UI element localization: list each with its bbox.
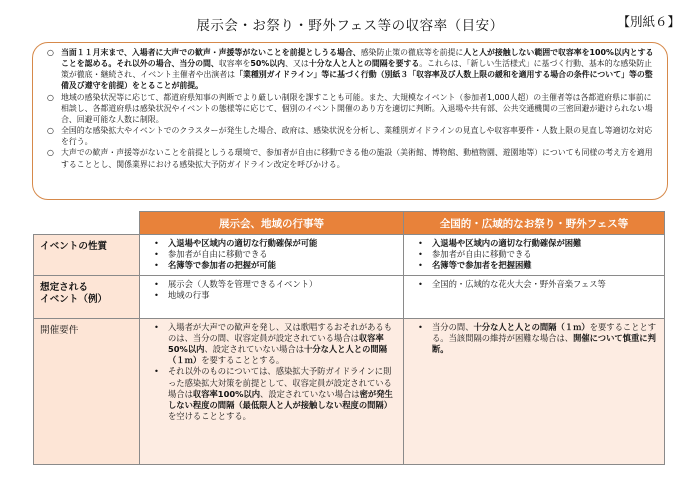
list-item bbox=[148, 260, 397, 271]
row-label-nature bbox=[34, 235, 140, 276]
list-item-text: 展示会（人数等を管理できるイベント） bbox=[168, 278, 318, 289]
note-item bbox=[47, 47, 657, 92]
emphasis-text: 「業種別ガイドライン」等に基づく行動（別紙３「収容率及び人数上限の緩和を適用する場合の条件について」等の整備及び遵守を前提）をとることが前提。 bbox=[61, 70, 653, 91]
list-item-text: 全国的・広域的な花火大会・野外音楽フェス等 bbox=[432, 278, 606, 289]
bullet-icon: • bbox=[154, 289, 159, 300]
emphasis-text: 50%以内 bbox=[250, 59, 286, 69]
nature-col2 bbox=[404, 235, 665, 276]
row-label-text: イベント（例） bbox=[40, 293, 108, 305]
note-text bbox=[61, 147, 657, 169]
emphasis-text: 開催について慎重に判断。 bbox=[432, 332, 656, 355]
bullet-icon: • bbox=[418, 238, 423, 248]
header-blank-cell bbox=[34, 212, 140, 235]
bullet-icon: • bbox=[418, 278, 423, 289]
emphasis-text: 十分な人と人との間隔を要する bbox=[308, 59, 420, 69]
text-part: 入場者が大声での歓声を発し、又は歌唱するおそれがあるものは、当分の間、収容定員が設定されている場合は bbox=[168, 321, 393, 343]
bullet-icon: • bbox=[154, 249, 159, 260]
bullet-list bbox=[412, 238, 658, 272]
note-text-part: 。これらは、「新しい生活様式」に基づく行動、基本的な感染防止策が徹底・継続され、イベント主催者や出演者は bbox=[61, 59, 653, 80]
list-item bbox=[148, 279, 397, 290]
emphasis-text: 収容率100%以内 bbox=[192, 388, 261, 399]
requirements-col2 bbox=[404, 318, 665, 464]
list-item-text: 参加者が自由に移動できる bbox=[168, 249, 268, 260]
text-part: 、設定されていない場合は bbox=[260, 388, 360, 399]
emphasis-text: 収容率50%以内 bbox=[168, 332, 384, 355]
note-text-part: 感染防止策の徹底等を前提に bbox=[360, 48, 464, 57]
text-part: を要することとする。当該間隔の維持が困難な場合は、 bbox=[432, 321, 657, 343]
list-item bbox=[412, 279, 658, 290]
row-label-text: 想定される bbox=[40, 281, 88, 293]
examples-col2 bbox=[404, 275, 665, 318]
emphasis-text: 密が発生しない程度の間隔（最低限人と人が接触しない程度の間隔） bbox=[168, 388, 393, 411]
nature-col1 bbox=[140, 235, 404, 276]
bullet-icon: • bbox=[154, 321, 159, 332]
bullet-list bbox=[148, 322, 397, 423]
circle-bullet-icon: ○ bbox=[47, 126, 54, 136]
notes-box bbox=[32, 42, 668, 200]
table-header-row bbox=[34, 212, 665, 235]
examples-col1 bbox=[140, 275, 404, 318]
emphasis-text: 人と人が接触しない範囲で収容率を100%以内とすることを認める。それ以外の場合、当分の間、 bbox=[61, 48, 654, 69]
page-title: 展示会・お祭り・野外フェス等の収容率（目安） bbox=[196, 18, 504, 34]
appendix-tag: 【別紙６】 bbox=[617, 14, 680, 29]
bullet-icon: • bbox=[154, 366, 159, 377]
bullet-list bbox=[148, 279, 397, 301]
bullet-icon: • bbox=[418, 249, 423, 260]
text-part: それ以外のものについては、感染拡大予防ガイドラインに則った感染拡大対策を前提として、収容定員が設定されている場合は bbox=[168, 366, 392, 399]
row-label-examples bbox=[34, 275, 140, 318]
note-item bbox=[47, 125, 657, 147]
note-text-part: 収容率を bbox=[218, 59, 251, 69]
row-label-requirements bbox=[34, 318, 140, 464]
list-item-text: 名簿等で参加者の把握が可能 bbox=[168, 260, 276, 271]
text-part: 、設定されていない場合は bbox=[204, 344, 305, 355]
circle-bullet-icon: ○ bbox=[47, 48, 54, 57]
requirements-col1 bbox=[140, 318, 404, 464]
list-item-text: 入退場や区域内の適切な行動確保が困難 bbox=[432, 238, 582, 248]
list-item-text: 地域の行事 bbox=[168, 289, 210, 300]
note-text bbox=[61, 47, 657, 92]
list-item bbox=[148, 238, 397, 249]
note-item bbox=[47, 147, 657, 169]
emphasis-text: 十分な人と人との間隔（１ｍ） bbox=[473, 321, 590, 332]
list-item-text: 名簿等で参加者を把握困難 bbox=[432, 260, 532, 271]
table-row-requirements bbox=[34, 318, 665, 464]
circle-bullet-icon: ○ bbox=[47, 92, 54, 102]
conditions-table bbox=[33, 211, 665, 465]
note-text-part: 地域の感染状況等に応じて、都道府県知事の判断でより厳しい制限を課すことも可能。また、大規模なイベント（参加者1,000人超）の主催者等は各都道府県に事前に相談し、各都道府県は感染状況やイベントの態様等に応じて、個別のイベント開催のあり方を適切に判断。入退場や共有部、公共交通機関の三密回避が避けられない場合、回避可能な人数に制限。 bbox=[61, 92, 653, 124]
note-text bbox=[61, 125, 657, 147]
list-item bbox=[412, 260, 658, 271]
bullet-list bbox=[412, 279, 658, 290]
list-item bbox=[148, 290, 397, 301]
emphasis-text: 当面１１月末まで、入場者に大声での歓声・声援等がないことを前提としうる場合、 bbox=[61, 48, 361, 57]
text-part: を要することとする。 bbox=[201, 355, 285, 366]
emphasis-text: 十分な人と人との間隔（１ｍ） bbox=[168, 344, 388, 366]
note-text bbox=[61, 92, 657, 125]
text-part: を空けることとする。 bbox=[168, 411, 251, 422]
col1-header: 展示会、地域の行事等 bbox=[140, 212, 404, 235]
note-text-part: 全国的な感染拡大やイベントでのクラスターが発生した場合、政府は、感染状況を分析し、業種別ガイドラインの見直しや収容率要件・人数上限の見直し等適切な対応を行う。 bbox=[61, 126, 653, 147]
bullet-icon: • bbox=[154, 278, 159, 289]
list-item-text bbox=[432, 322, 658, 356]
bullet-list bbox=[148, 238, 397, 272]
note-text-part: 大声での歓声・声援等がないことを前提としうる環境で、参加者が自由に移動できる他の施設（美術館、博物館、動植物園、遊園地等）についても同様の考え方を適用することとし、関係業界における感染拡大予防ガイドライン改定を呼びかける。 bbox=[61, 148, 653, 169]
list-item bbox=[148, 249, 397, 260]
table-row-examples bbox=[34, 275, 665, 318]
bullet-icon: • bbox=[154, 260, 159, 271]
row-label-text: 開催要件 bbox=[40, 324, 79, 336]
list-item-text bbox=[168, 322, 397, 367]
list-item bbox=[148, 322, 397, 367]
note-text-part: 、又は bbox=[285, 59, 309, 69]
bullet-icon: • bbox=[418, 321, 423, 332]
circle-bullet-icon: ○ bbox=[47, 148, 54, 158]
list-item-text bbox=[168, 366, 397, 422]
bullet-icon: • bbox=[154, 238, 159, 248]
list-item bbox=[412, 238, 658, 249]
list-item bbox=[148, 366, 397, 422]
note-item bbox=[47, 92, 657, 125]
list-item-text: 参加者が自由に移動できる bbox=[432, 249, 532, 260]
list-item-text: 入退場や区域内の適切な行動確保が可能 bbox=[168, 238, 318, 248]
list-item bbox=[412, 322, 658, 356]
list-item bbox=[412, 249, 658, 260]
row-label-text: イベントの性質 bbox=[40, 241, 108, 252]
col2-header: 全国的・広域的なお祭り・野外フェス等 bbox=[404, 212, 665, 235]
table-row-nature bbox=[34, 235, 665, 276]
bullet-icon: • bbox=[418, 260, 423, 271]
text-part: 当分の間、 bbox=[432, 321, 474, 332]
bullet-list bbox=[412, 322, 658, 356]
